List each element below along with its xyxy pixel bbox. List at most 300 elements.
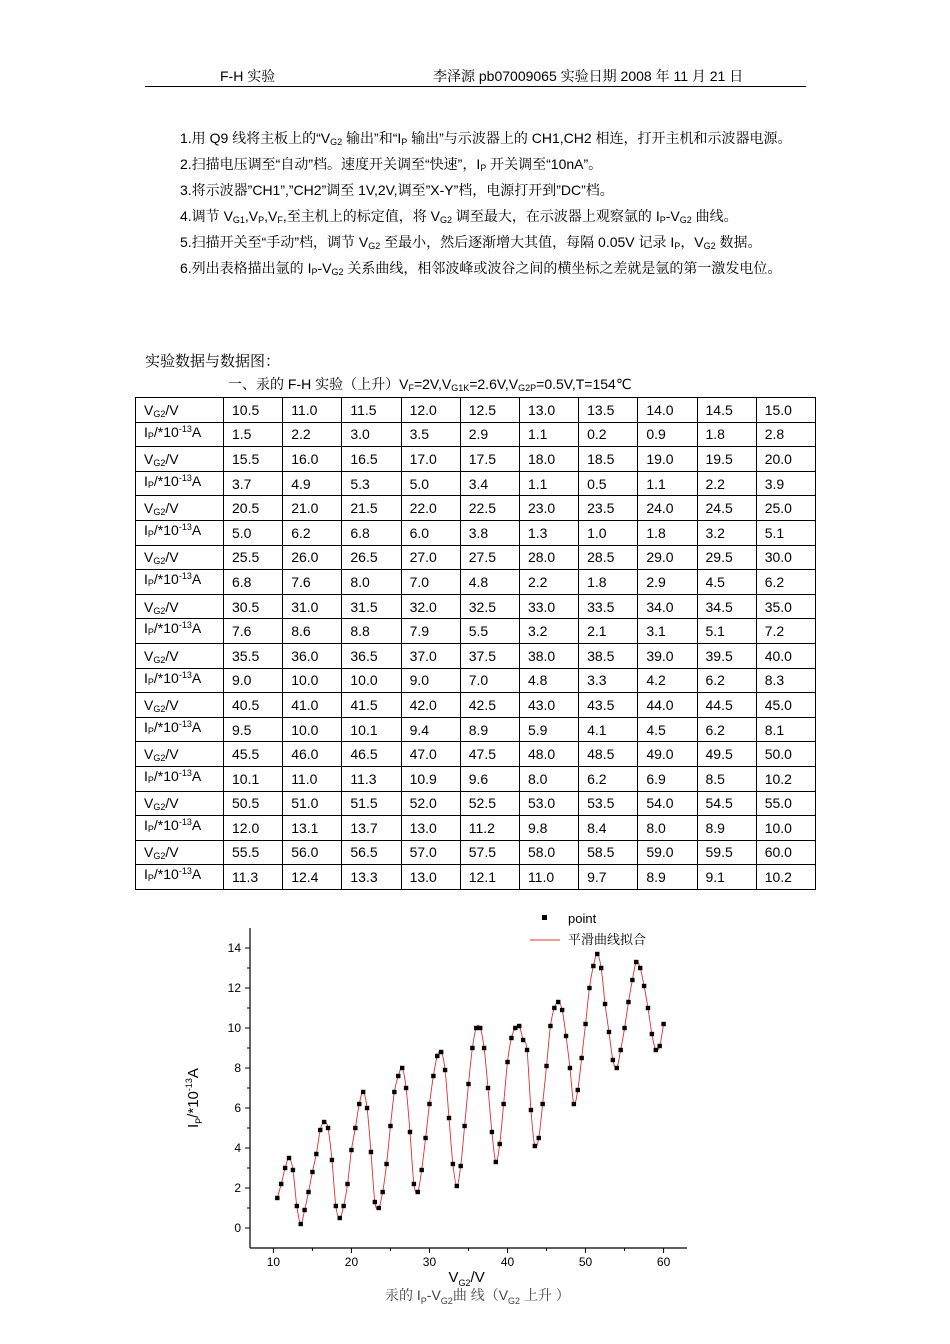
row-label: $V_{G2}/V$ [136,545,224,570]
table-cell: 43.0 [519,693,578,718]
data-point [622,1026,626,1030]
chart-caption: 汞的 $I_P-V_{G2}$曲 线（$V_{G2}$ 上升 ） [385,1287,570,1306]
table-cell: 4.8 [460,570,519,595]
table-cell: 8.9 [460,717,519,742]
table-cell: 31.5 [342,594,401,619]
table-row-voltage [136,742,816,767]
table-row-current [136,668,816,693]
table-cell: 25.5 [224,545,283,570]
table-cell: 29.5 [697,545,756,570]
table-row-voltage [136,594,816,619]
data-point [548,1024,552,1028]
table-cell: 4.8 [519,668,578,693]
table-row-current [136,570,816,595]
table-cell: 8.1 [756,717,815,742]
table-cell: 10.1 [224,766,283,791]
data-point [326,1126,330,1130]
data-point [287,1156,291,1160]
table-row-current [136,471,816,496]
table-cell: 33.0 [519,594,578,619]
data-point [302,1208,306,1212]
table-cell: 41.0 [283,693,342,718]
procedure-step: 4.调节 $V_{G1},V_P,V_F$,至主机上的标定值，将 $V_{G2}$ 调至最大，在示波器上观察氩的 $I_P-V_{G2}$ 曲线。 [180,208,738,225]
table-cell: 20.5 [224,496,283,521]
table-cell: 7.6 [283,570,342,595]
table-cell: 48.0 [519,742,578,767]
table-cell: 13.3 [342,865,401,890]
table-cell: 6.8 [342,520,401,545]
table-cell: 3.1 [638,619,697,644]
data-point [576,1088,580,1092]
data-point [490,1130,494,1134]
table-cell: 51.0 [283,791,342,816]
table-row-voltage [136,643,816,668]
data-point [533,1144,537,1148]
table-cell: 49.5 [697,742,756,767]
table-cell: 50.0 [756,742,815,767]
table-cell: 18.0 [519,447,578,472]
legend-fit-label: 平滑曲线拟合 [568,932,647,947]
data-point [279,1182,283,1186]
table-cell: 59.5 [697,840,756,865]
table-cell: 47.5 [460,742,519,767]
table-cell: 27.0 [401,545,460,570]
header-title: F-H 实验 [220,68,276,84]
table-cell: 30.0 [756,545,815,570]
data-point [423,1136,427,1140]
table-cell: 3.8 [460,520,519,545]
table-cell: 30.5 [224,594,283,619]
row-label: $I_P/*10^{-13}A$ [136,619,224,644]
data-point [521,1038,525,1042]
data-point [427,1102,431,1106]
table-cell: 12.0 [401,398,460,423]
table-cell: 54.5 [697,791,756,816]
table-cell: 5.5 [460,619,519,644]
row-label: $I_P/*10^{-13}A$ [136,520,224,545]
data-point [349,1148,353,1152]
table-cell: 48.5 [579,742,638,767]
table-cell: 9.8 [519,816,578,841]
data-point [474,1026,478,1030]
table-cell: 11.2 [460,816,519,841]
y-tick-label: 4 [234,1141,241,1155]
data-point [314,1152,318,1156]
procedure-step: 5.扫描开关至“手动”档，调节 $V_{G2}$ 至最小，然后逐渐增大其值，每隔 0.05V 记录 $I_P$，$V_{G2}$ 数据。 [180,234,762,251]
data-point [462,1124,466,1128]
table-cell: 5.3 [342,471,401,496]
data-point [458,1164,462,1168]
table-cell: 13.0 [401,816,460,841]
table-row-current [136,619,816,644]
data-table [135,397,816,890]
data-point [443,1068,447,1072]
table-cell: 7.0 [401,570,460,595]
table-cell: 13.0 [401,865,460,890]
table-cell: 8.0 [638,816,697,841]
data-point [299,1222,303,1226]
data-point [435,1054,439,1058]
row-label: $V_{G2}/V$ [136,643,224,668]
table-cell: 22.0 [401,496,460,521]
data-point [560,1008,564,1012]
table-cell: 11.3 [342,766,401,791]
data-point [642,984,646,988]
table-cell: 6.2 [697,668,756,693]
table-caption: 一、汞的 F-H 实验（上升）$V_F=2V,V_{G1K}=2.6V,V_{G2P}=0.5V,T=154℃$ [228,376,632,393]
chart [160,908,720,1313]
data-point [275,1196,279,1200]
table-row-voltage [136,545,816,570]
table-cell: 26.0 [283,545,342,570]
table-cell: 1.8 [697,422,756,447]
data-point [537,1136,541,1140]
table-cell: 2.9 [460,422,519,447]
table-cell: 9.1 [697,865,756,890]
table-row-voltage [136,447,816,472]
table-cell: 13.5 [579,398,638,423]
table-cell: 22.5 [460,496,519,521]
data-point [377,1206,381,1210]
chart-svg [160,908,720,1308]
table-cell: 6.2 [579,766,638,791]
data-point [392,1090,396,1094]
data-point [509,1036,513,1040]
table-cell: 28.5 [579,545,638,570]
table-cell: 35.0 [756,594,815,619]
table-row-current [136,422,816,447]
table-cell: 58.5 [579,840,638,865]
table-cell: 23.5 [579,496,638,521]
data-point [384,1162,388,1166]
x-tick-label: 50 [578,1255,593,1269]
table-cell: 59.0 [638,840,697,865]
table-cell: 60.0 [756,840,815,865]
table-cell: 6.2 [756,570,815,595]
table-cell: 33.5 [579,594,638,619]
table-cell: 21.0 [283,496,342,521]
table-row-current [136,717,816,742]
table-cell: 44.5 [697,693,756,718]
table-cell: 35.5 [224,643,283,668]
section-title: 实验数据与数据图： [145,353,281,370]
data-point [369,1150,373,1154]
table-cell: 7.9 [401,619,460,644]
table-cell: 56.0 [283,840,342,865]
table-cell: 2.8 [756,422,815,447]
table-cell: 8.3 [756,668,815,693]
table-cell: 36.0 [283,643,342,668]
data-point [380,1190,384,1194]
data-point [318,1128,322,1132]
table-cell: 50.5 [224,791,283,816]
table-cell: 19.5 [697,447,756,472]
data-point [611,1058,615,1062]
table-cell: 3.7 [224,471,283,496]
data-point [568,1066,572,1070]
data-point [373,1200,377,1204]
table-cell: 9.5 [224,717,283,742]
row-label: $V_{G2}/V$ [136,742,224,767]
data-point [657,1044,661,1048]
data-point [338,1216,342,1220]
table-cell: 3.3 [579,668,638,693]
table-cell: 9.6 [460,766,519,791]
data-point [400,1066,404,1070]
y-tick-label: 14 [227,941,241,955]
data-point [334,1204,338,1208]
table-cell: 7.0 [460,668,519,693]
data-point [431,1074,435,1078]
table-cell: 19.0 [638,447,697,472]
table-cell: 16.0 [283,447,342,472]
data-point [615,1066,619,1070]
table-cell: 53.5 [579,791,638,816]
table-row-voltage [136,791,816,816]
procedure-step: 6.列出表格描出氩的 $I_P-V_{G2}$ 关系曲线，相邻波峰或波谷之间的横坐标之差就是氩的第一激发电位。 [180,260,782,277]
table-cell: 0.5 [579,471,638,496]
data-point [540,1102,544,1106]
row-label: $V_{G2}/V$ [136,398,224,423]
data-point [388,1124,392,1128]
table-cell: 4.1 [579,717,638,742]
table-cell: 0.2 [579,422,638,447]
data-point [587,986,591,990]
data-point [638,966,642,970]
table-cell: 27.5 [460,545,519,570]
table-cell: 5.1 [697,619,756,644]
data-point [341,1204,345,1208]
data-point [478,1026,482,1030]
header-author-date: 李泽源 pb07009065 实验日期 2008 年 11 月 21 日 [433,68,744,84]
table-cell: 29.0 [638,545,697,570]
table-cell: 44.0 [638,693,697,718]
table-cell: 9.7 [579,865,638,890]
table-cell: 3.0 [342,422,401,447]
row-label: $I_P/*10^{-13}A$ [136,717,224,742]
data-point [291,1168,295,1172]
table-cell: 42.5 [460,693,519,718]
table-cell: 14.0 [638,398,697,423]
procedure-step: 3.将示波器”CH1”,”CH2”调至 1V,2V,调至”X-Y”档，电源打开到”DC”档。 [180,182,614,198]
table-cell: 26.5 [342,545,401,570]
table-row-current [136,766,816,791]
data-point [306,1190,310,1194]
y-tick-label: 2 [234,1181,241,1195]
table-cell: 3.5 [401,422,460,447]
table-cell: 42.0 [401,693,460,718]
table-cell: 0.9 [638,422,697,447]
data-point [634,960,638,964]
table-cell: 16.5 [342,447,401,472]
data-point [412,1182,416,1186]
table-cell: 12.5 [460,398,519,423]
table-cell: 15.5 [224,447,283,472]
table-cell: 13.1 [283,816,342,841]
row-label: $V_{G2}/V$ [136,693,224,718]
table-cell: 37.0 [401,643,460,668]
table-row-voltage [136,398,816,423]
table-cell: 8.0 [342,570,401,595]
table-cell: 15.0 [756,398,815,423]
table-cell: 1.1 [638,471,697,496]
y-tick-label: 10 [227,1021,241,1035]
table-cell: 17.0 [401,447,460,472]
table-cell: 2.9 [638,570,697,595]
procedure-step: 2.扫描电压调至“自动”档。速度开关调至“快速”，$I_P$ 开关调至“10nA”。 [180,156,603,173]
data-point [283,1166,287,1170]
x-tick-label: 30 [422,1255,437,1269]
table-cell: 1.5 [224,422,283,447]
table-cell: 1.8 [638,520,697,545]
table-cell: 32.0 [401,594,460,619]
data-point [439,1050,443,1054]
table-cell: 3.9 [756,471,815,496]
table-cell: 1.0 [579,520,638,545]
table-cell: 37.5 [460,643,519,668]
table-cell: 32.5 [460,594,519,619]
table-cell: 52.0 [401,791,460,816]
table-cell: 38.5 [579,643,638,668]
data-point [295,1204,299,1208]
data-point [416,1190,420,1194]
data-point [544,1064,548,1068]
y-axis-label: $I_P/*10^{-13}A$ [184,1068,204,1128]
table-cell: 52.5 [460,791,519,816]
data-point [501,1102,505,1106]
data-point [505,1060,509,1064]
table-cell: 58.0 [519,840,578,865]
table-cell: 7.6 [224,619,283,644]
y-tick-label: 6 [234,1101,241,1115]
data-point [486,1086,490,1090]
table-cell: 39.0 [638,643,697,668]
table-cell: 28.0 [519,545,578,570]
table-cell: 1.8 [579,570,638,595]
table-cell: 17.5 [460,447,519,472]
row-label: $I_P/*10^{-13}A$ [136,766,224,791]
table-cell: 8.0 [519,766,578,791]
data-point [595,952,599,956]
row-label: $I_P/*10^{-13}A$ [136,471,224,496]
table-cell: 13.7 [342,816,401,841]
table-cell: 57.5 [460,840,519,865]
table-cell: 8.5 [697,766,756,791]
row-label: $I_P/*10^{-13}A$ [136,816,224,841]
data-point [626,1000,630,1004]
table-cell: 6.2 [283,520,342,545]
data-point [552,1006,556,1010]
row-label: $I_P/*10^{-13}A$ [136,668,224,693]
table-cell: 23.0 [519,496,578,521]
data-point [361,1090,365,1094]
table-cell: 34.0 [638,594,697,619]
data-point [646,1006,650,1010]
table-cell: 2.2 [697,471,756,496]
data-point [579,1056,583,1060]
table-cell: 55.0 [756,791,815,816]
table-cell: 5.9 [519,717,578,742]
data-point [525,1048,529,1052]
table-cell: 6.0 [401,520,460,545]
row-label: $V_{G2}/V$ [136,496,224,521]
table-cell: 24.0 [638,496,697,521]
page-header [145,64,806,87]
table-cell: 54.0 [638,791,697,816]
table-cell: 20.0 [756,447,815,472]
table-cell: 2.1 [579,619,638,644]
procedure-step: 1.用 Q9 线将主板上的“$V_{G2}$ 输出”和“$I_P$ 输出”与示波器上的 CH1,CH2 相连，打开主机和示波器电源。 [180,130,792,147]
table-cell: 6.2 [697,717,756,742]
data-point [470,1046,474,1050]
row-label: $I_P/*10^{-13}A$ [136,865,224,890]
data-point [591,964,595,968]
table-cell: 14.5 [697,398,756,423]
row-label: $I_P/*10^{-13}A$ [136,570,224,595]
table-cell: 40.5 [224,693,283,718]
data-point [447,1116,451,1120]
table-cell: 49.0 [638,742,697,767]
procedure-steps [180,125,810,281]
table-cell: 9.0 [224,668,283,693]
row-label: $V_{G2}/V$ [136,447,224,472]
table-cell: 3.4 [460,471,519,496]
data-point [607,1030,611,1034]
table-cell: 24.5 [697,496,756,521]
y-tick-label: 8 [234,1061,241,1075]
table-cell: 56.5 [342,840,401,865]
x-axis-label: $V_{G2}/V$ [448,1269,485,1288]
y-tick-label: 0 [234,1221,241,1235]
table-cell: 47.0 [401,742,460,767]
x-tick-label: 20 [344,1255,359,1269]
table-cell: 38.0 [519,643,578,668]
table-cell: 11.0 [283,398,342,423]
table-cell: 43.5 [579,693,638,718]
data-point [556,1000,560,1004]
table-cell: 46.5 [342,742,401,767]
table-cell: 3.2 [697,520,756,545]
table-cell: 21.5 [342,496,401,521]
data-point [396,1074,400,1078]
table-cell: 12.4 [283,865,342,890]
table-cell: 8.6 [283,619,342,644]
data-point [322,1120,326,1124]
table-cell: 12.0 [224,816,283,841]
table-cell: 1.3 [519,520,578,545]
table-cell: 55.5 [224,840,283,865]
table-cell: 2.2 [283,422,342,447]
data-point [482,1046,486,1050]
table-cell: 5.1 [756,520,815,545]
table-cell: 12.1 [460,865,519,890]
table-row-voltage [136,840,816,865]
data-point [572,1102,576,1106]
data-point [451,1162,455,1166]
data-point [517,1024,521,1028]
legend-point-label: point [568,911,597,926]
table-cell: 8.4 [579,816,638,841]
table-cell: 11.0 [519,865,578,890]
data-point [357,1102,361,1106]
table-cell: 45.0 [756,693,815,718]
table-cell: 6.9 [638,766,697,791]
table-cell: 53.0 [519,791,578,816]
table-cell: 8.8 [342,619,401,644]
table-cell: 10.9 [401,766,460,791]
table-cell: 40.0 [756,643,815,668]
x-tick-label: 60 [656,1255,671,1269]
